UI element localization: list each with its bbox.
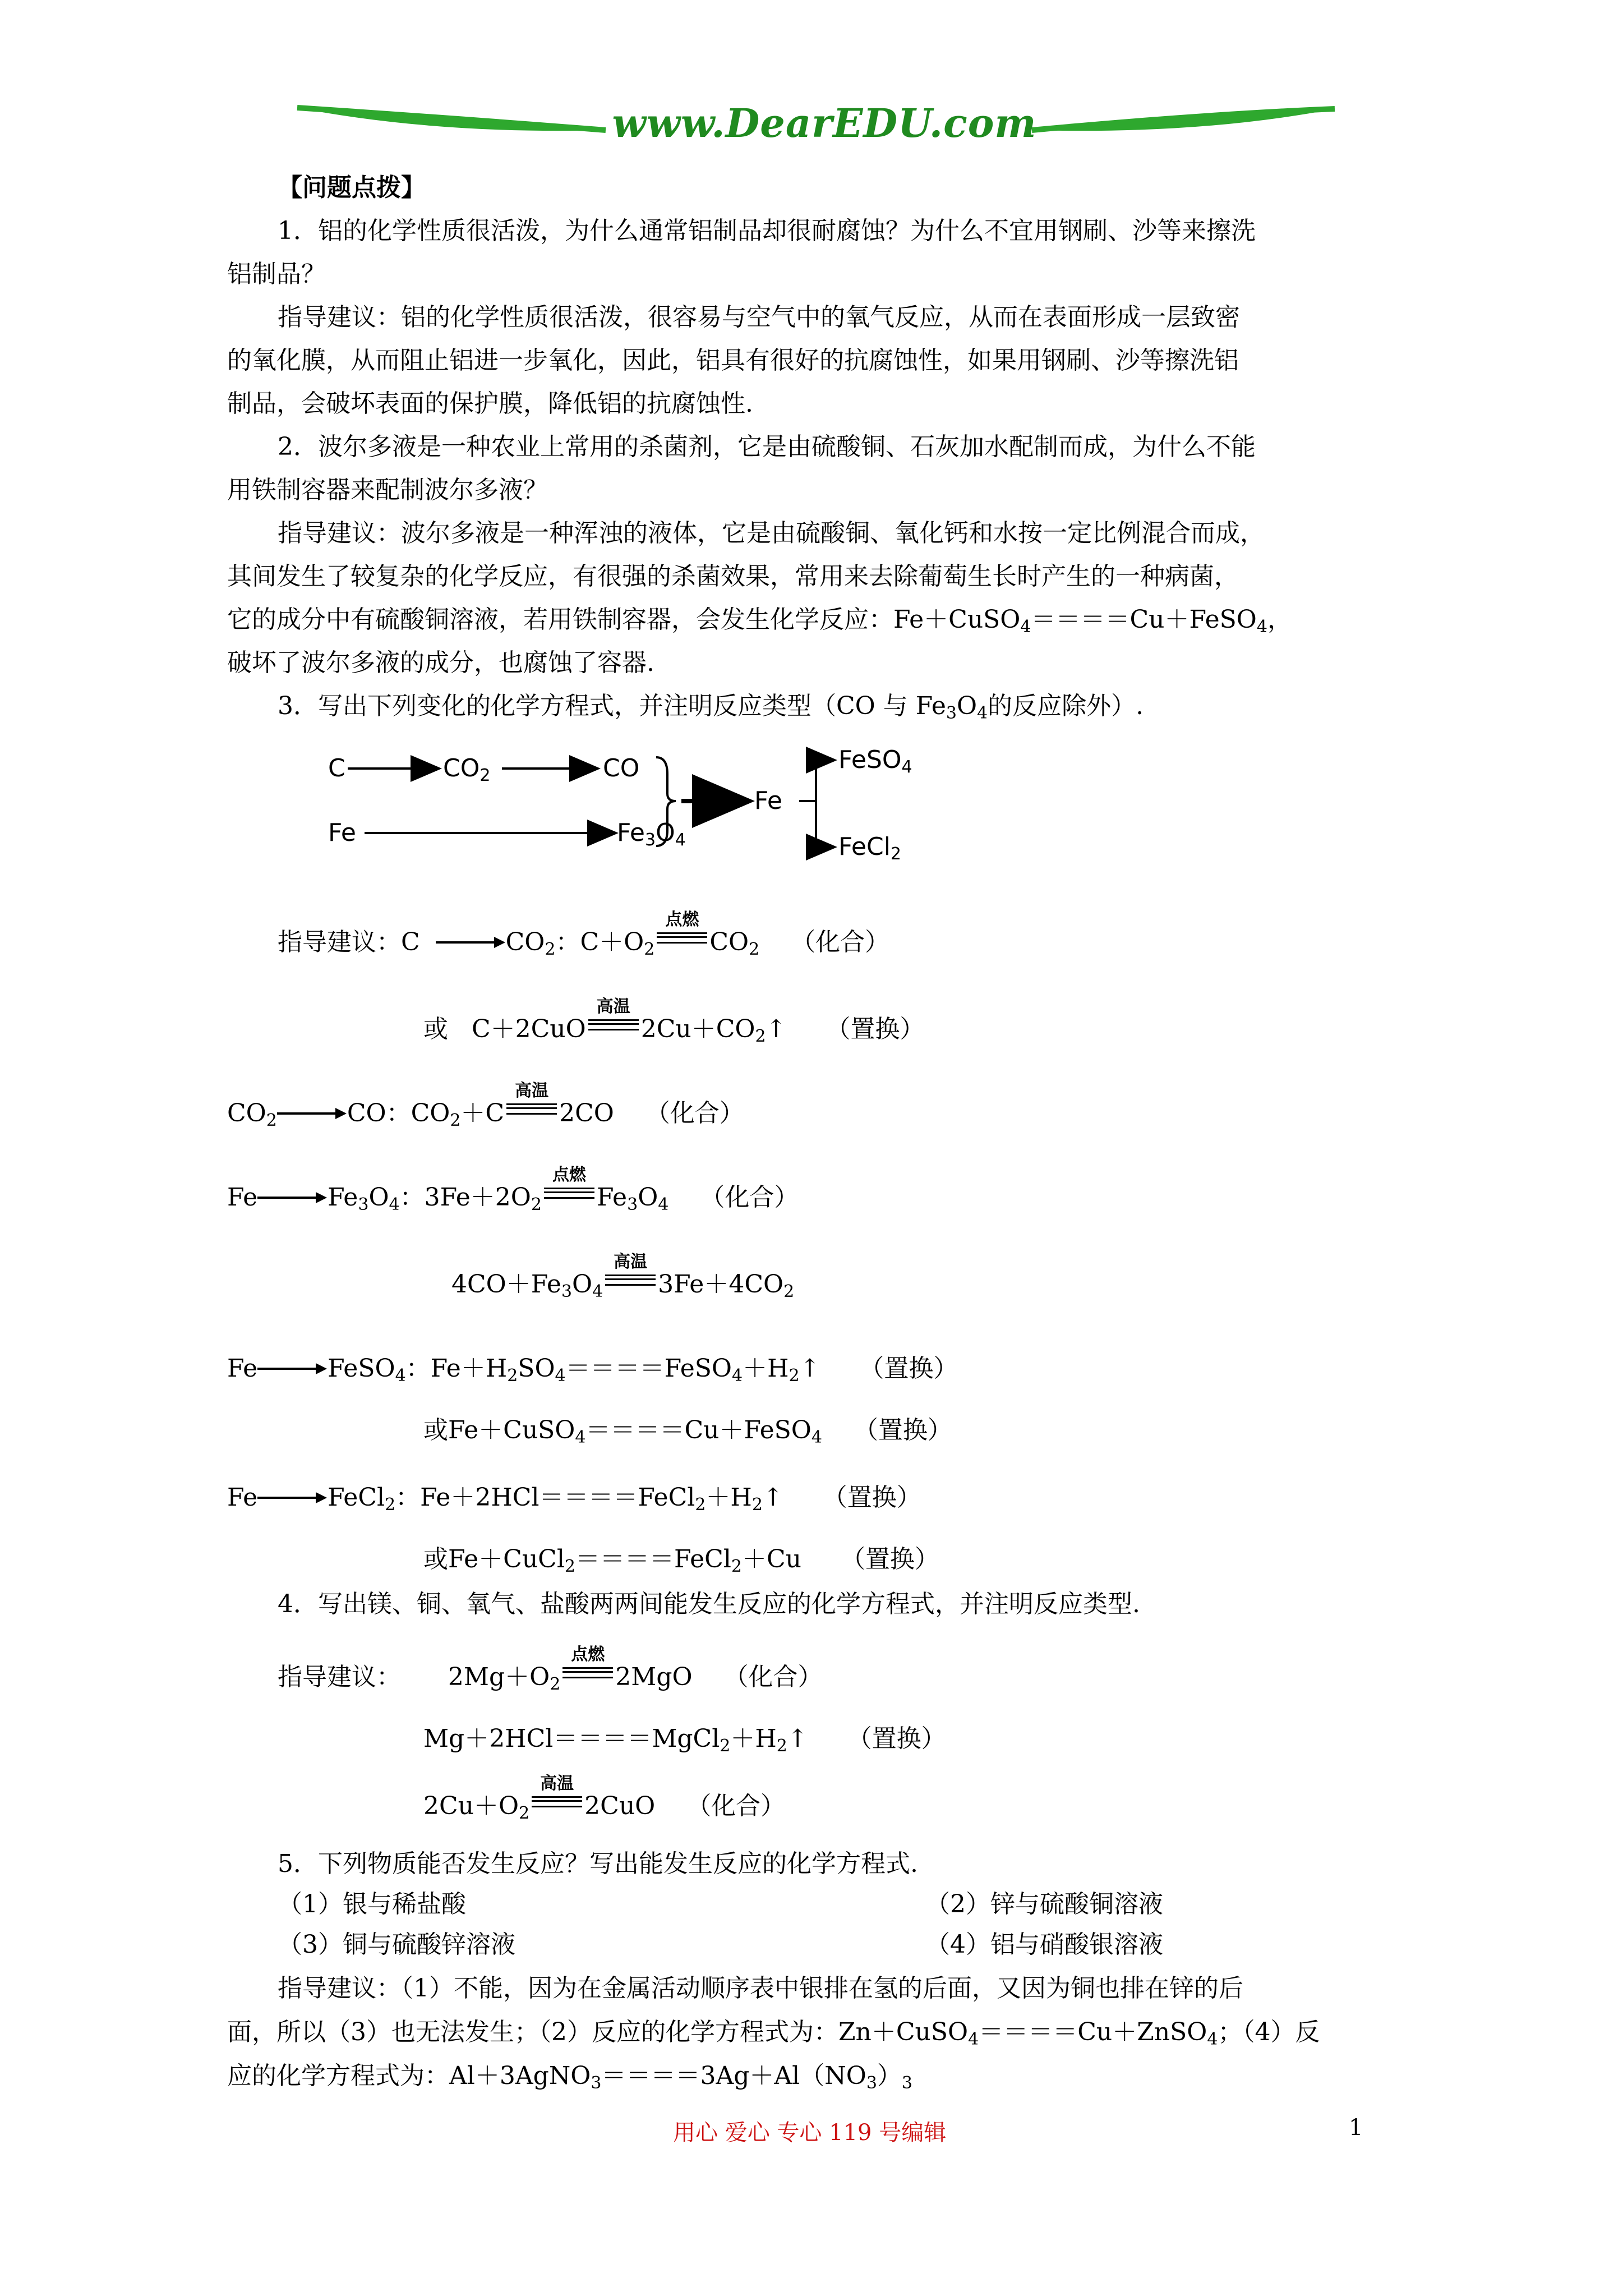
eq-co-fe3o4: $4CO+Fe_3O_4$ 高温 $3Fe+4CO_2$ — [451, 1252, 795, 1301]
eq-fe-fe3o4: Fe $Fe_3O_4$：$3Fe+2O_2$ 点燃 $Fe_3O_4$ （化合） — [227, 1165, 799, 1214]
q4-question: 4．写出镁、铜、氧气、盐酸两两间能发生反应的化学方程式，并注明反应类型. — [278, 1590, 1140, 1618]
eq-c-co2-1: 指导建议：C $CO_2$：$C+O_2$ 点燃 $CO_2$ （化合） — [278, 910, 890, 959]
cond-dianran: 点燃 — [657, 920, 707, 954]
diagram-co2: $CO_2$ — [443, 754, 491, 785]
q2-question-line2: 用铁制容器来配制波尔多液？ — [227, 476, 548, 504]
eq-mg-hcl: $Mg+2HCl====MgCl_2+H_2↑$ （置换） — [423, 1724, 946, 1756]
q5-question: 5．下列物质能否发生反应？写出能发生反应的化学方程式. — [278, 1849, 918, 1878]
diagram-co: CO — [603, 754, 640, 783]
footer-text: 用心 爱心 专心 119 号编辑 — [673, 2120, 947, 2146]
q3-question: 3．写出下列变化的化学方程式，并注明反应类型（CO 与 $Fe_3O_4$的反应除外）. — [278, 692, 1144, 723]
eq-c-co2-2: 或 C＋2CuO 高温 $2Cu+CO_2↑$ （置换） — [423, 997, 925, 1046]
q2-question-line1: 2．波尔多液是一种农业上常用的杀菌剂，它是由硫酸铜、石灰加水配制而成，为什么不能 — [278, 432, 1256, 461]
q1-question-line2: 铝制品？ — [227, 260, 326, 288]
q2-answer-line2: 其间发生了较复杂的化学反应，有很强的杀菌效果，常用来去除葡萄生长时产生的一种病菌， — [227, 562, 1239, 591]
q5-answer-line1: 指导建议：（1）不能，因为在金属活动顺序表中银排在氢的后面，又因为铜也排在锌的后 — [278, 1974, 1243, 2003]
diagram-fe-mid: Fe — [754, 786, 782, 815]
cond-dianran: 点燃 — [562, 1655, 613, 1688]
q2-answer-line4: 破坏了波尔多液的成分，也腐蚀了容器. — [227, 648, 654, 677]
q5-answer-line3: 应的化学方程式为：$Al+3AgNO_3====3Ag+Al(NO_3)_3$ — [227, 2062, 912, 2093]
q1-question-line1: 1．铝的化学性质很活泼，为什么通常铝制品却很耐腐蚀？为什么不宜用钢刷、沙等来擦洗 — [278, 217, 1256, 245]
cond-gaowen: 高温 — [532, 1784, 582, 1818]
q5-option-2: （2）锌与硫酸铜溶液 — [925, 1890, 1163, 1918]
cond-gaowen: 高温 — [506, 1091, 557, 1125]
eq-co2-co: $CO_2$ CO：$CO_2+C$ 高温 2CO （化合） — [227, 1081, 744, 1130]
eq-cu-o2: $2Cu+O_2$ 高温 2CuO （化合） — [423, 1774, 786, 1823]
arrow-icon — [257, 1484, 328, 1509]
diagram-feso4: FeSO$_4$ — [838, 746, 912, 777]
q5-option-1: （1）银与稀盐酸 — [278, 1890, 466, 1918]
cond-gaowen: 高温 — [605, 1262, 656, 1296]
q1-answer-line1: 指导建议：铝的化学性质很活泼，很容易与空气中的氧气反应，从而在表面形成一层致密 — [278, 303, 1240, 332]
diagram-c: C — [328, 754, 345, 783]
arrow-icon — [257, 1184, 328, 1209]
site-name[interactable]: www.DearEDU.com — [612, 100, 1037, 146]
arrow-icon — [277, 1100, 347, 1125]
eq-mg-o2: 指导建议： $2Mg+O_2$ 点燃 2MgO （化合） — [278, 1645, 823, 1694]
q5-option-4: （4）铝与硝酸银溶液 — [925, 1930, 1163, 1959]
eq-fe-fecl2-2: 或Fe＋CuCl$_2$＝＝＝＝FeCl$_2$＋Cu （置换） — [423, 1545, 939, 1576]
eq-fe-feso4-1: Fe FeSO$_4$：$Fe+H_2SO_4====FeSO_4+H_2↑$ （置换） — [227, 1354, 958, 1386]
q5-answer-line2: 面，所以（3）也无法发生；（2）反应的化学方程式为：Zn＋CuSO$_4$＝＝＝＝Cu＋ZnSO$_4$；（4）反 — [227, 2018, 1320, 2049]
q1-answer-line2: 的氧化膜，从而阻止铝进一步氧化，因此，铝具有很好的抗腐蚀性，如果用钢刷、沙等擦洗铝 — [227, 346, 1239, 375]
eq-fe-feso4-2: 或Fe＋CuSO$_4$＝＝＝＝Cu＋FeSO$_4$ （置换） — [423, 1416, 952, 1447]
q2-answer-line1: 指导建议：波尔多液是一种浑浊的液体，它是由硫酸铜、氧化钙和水按一定比例混合而成， — [278, 519, 1265, 547]
diagram-fe-left: Fe — [328, 818, 356, 847]
eq-fe-fecl2-1: Fe FeCl$_2$：$Fe+2HCl====FeCl_2+H_2↑$ （置换） — [227, 1483, 921, 1515]
diagram-fe3o4: $Fe_3O_4$ — [617, 818, 686, 850]
arrow-icon — [436, 929, 506, 954]
q1-answer-line3: 制品，会破坏表面的保护膜，降低铝的抗腐蚀性. — [227, 389, 753, 418]
q2-answer-line3: 它的成分中有硫酸铜溶液，若用铁制容器，会发生化学反应：Fe＋CuSO$_4$＝＝＝＝Cu＋FeSO$_4$， — [227, 605, 1292, 637]
cond-dianran: 点燃 — [544, 1175, 594, 1209]
reaction-diagram — [322, 735, 1169, 875]
page-number: 1 — [1349, 2115, 1363, 2141]
diagram-fecl2: FeCl$_2$ — [838, 832, 902, 864]
q5-option-3: （3）铜与硫酸锌溶液 — [278, 1930, 515, 1959]
arrow-icon — [257, 1355, 328, 1380]
cond-gaowen: 高温 — [588, 1007, 639, 1041]
section-title: 【问题点拨】 — [278, 173, 426, 202]
site-header — [292, 95, 1340, 157]
